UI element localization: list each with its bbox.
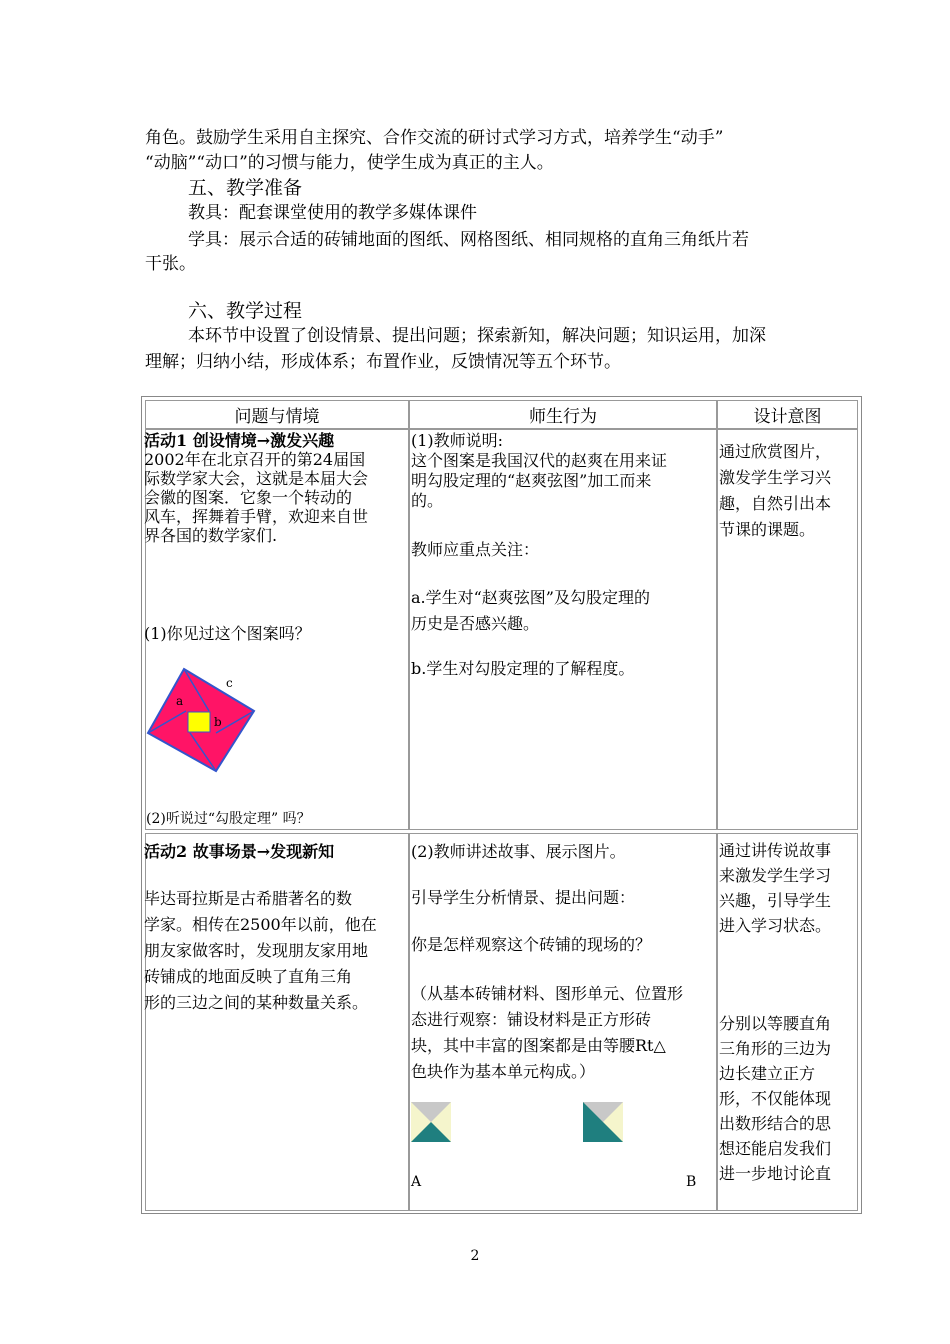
teacher-title: (1)教师说明: <box>411 431 504 450</box>
intent2a-line-2: 来激发学生学习 <box>719 866 832 885</box>
obs-line-1: （从基本砖铺材料、图形单元、位置形 <box>411 984 684 1003</box>
teacher2-obs <box>411 981 683 1085</box>
activity1-q2: (2)听说过“勾股定理” 吗？ <box>146 811 311 827</box>
activity1-q1: (1)你见过这个图案吗？ <box>144 624 311 643</box>
intent2b-line-2: 三角形的三边为 <box>719 1039 832 1058</box>
row2-intent-1 <box>719 838 831 938</box>
section6-heading: 六、教学过程 <box>188 300 303 322</box>
diagram-label-c: c <box>226 676 233 690</box>
intent2b-line-1: 分别以等腰直角 <box>719 1014 832 1033</box>
page-number: 2 <box>470 1248 480 1264</box>
header-behavior: 师生行为 <box>529 407 597 427</box>
row1-intent <box>719 439 831 543</box>
row1-problem <box>144 431 368 545</box>
obs-line-2: 态进行观察：铺设材料是正方形砖 <box>411 1010 652 1029</box>
intent2b-line-3: 边长建立正方 <box>719 1064 816 1083</box>
intent2b-line-7: 进一步地讨论直 <box>719 1164 832 1183</box>
teacher-focus-a <box>411 585 650 637</box>
story-line-5: 形的三边之间的某种数量关系。 <box>144 993 369 1012</box>
story-line-4: 砖铺成的地面反映了直角三角 <box>144 967 353 986</box>
zhao-shuang-diagram <box>146 665 258 777</box>
intent2b-line-5: 出数形结合的思 <box>719 1114 832 1133</box>
tile-a-icon <box>411 1102 451 1142</box>
tile-a-label: A <box>411 1174 422 1190</box>
section5-heading: 五、教学准备 <box>188 177 303 199</box>
teacher2-line-2: 引导学生分析情景、提出问题： <box>411 888 636 907</box>
row1-teacher <box>411 431 667 511</box>
activity1-desc-1: 2002年在北京召开的第24届国 <box>144 450 366 469</box>
teacher-focus: 教师应重点关注： <box>411 540 540 559</box>
intent2b-line-4: 形，不仅能体现 <box>719 1089 832 1108</box>
diagram-label-b: b <box>214 715 222 729</box>
obs-line-3: 块，其中丰富的图案都是由等腰Rt△ <box>411 1036 666 1055</box>
intent1-line-4: 节课的课题。 <box>719 520 816 539</box>
diagram-label-a: a <box>176 694 184 708</box>
teacher-focus-b: b.学生对勾股定理的了解程度。 <box>411 659 635 678</box>
intent1-line-3: 趣，自然引出本 <box>719 494 832 513</box>
focus-a-2: 历史是否感兴趣。 <box>411 614 540 633</box>
activity2-title: 活动2 故事场景→发现新知 <box>144 842 335 861</box>
teacher-tools: 教具：配套课堂使用的教学多媒体课件 <box>188 203 477 223</box>
teacher-desc-1: 这个图案是我国汉代的赵爽在用来证 <box>411 451 668 470</box>
teacher2-line-1: (2)教师讲述故事、展示图片。 <box>411 842 626 861</box>
intent1-line-1: 通过欣赏图片， <box>719 442 832 461</box>
teacher-desc-2: 明勾股定理的“赵爽弦图”加工而来 <box>411 471 652 490</box>
intent2a-line-4: 进入学习状态。 <box>719 916 832 935</box>
header-intent: 设计意图 <box>753 407 822 427</box>
story-line-2: 学家。相传在2500年以前，他在 <box>144 915 377 934</box>
teacher-desc-3: 的。 <box>411 491 444 510</box>
focus-a-1: a.学生对“赵爽弦图”及勾股定理的 <box>411 588 650 607</box>
tile-b-label: B <box>686 1174 697 1190</box>
story-line-3: 朋友家做客时，发现朋友家用地 <box>144 941 369 960</box>
activity1-desc-2: 际数学家大会，这就是本届大会 <box>144 469 369 488</box>
student-tools-line-1: 学具：展示合适的砖铺地面的图纸、网格图纸、相同规格的直角三角纸片若 <box>188 230 749 250</box>
student-tools-line-2: 干张。 <box>145 254 196 274</box>
intro-line-1: 角色。鼓励学生采用自主探究、合作交流的研讨式学习方式，培养学生“动手” <box>145 128 724 148</box>
story-line-1: 毕达哥拉斯是古希腊著名的数 <box>144 889 353 908</box>
intent2b-line-6: 想还能启发我们 <box>719 1139 832 1158</box>
diagram-inner-square <box>188 712 210 732</box>
intent2a-line-1: 通过讲传说故事 <box>719 841 832 860</box>
intro-line-2: “动脑”“动口”的习惯与能力，使学生成为真正的主人。 <box>145 153 554 173</box>
row2-intent-2 <box>719 1011 831 1186</box>
teacher2-line-3: 你是怎样观察这个砖铺的现场的？ <box>411 935 652 954</box>
intent2a-line-3: 兴趣，引导学生 <box>719 891 832 910</box>
section6-text-1: 本环节中设置了创设情景、提出问题；探索新知，解决问题；知识运用，加深 <box>188 326 766 346</box>
lesson-table <box>141 396 862 1214</box>
activity2-story <box>144 886 377 1016</box>
intent1-line-2: 激发学生学习兴 <box>719 468 832 487</box>
activity1-desc-3: 会徽的图案．它象一个转动的 <box>144 488 353 507</box>
activity1-desc-5: 界各国的数学家们. <box>144 526 278 545</box>
activity1-title: 活动1 创设情境→激发兴趣 <box>144 431 335 450</box>
activity1-desc-4: 风车，挥舞着手臂，欢迎来自世 <box>144 507 369 526</box>
tile-b-icon <box>583 1102 623 1142</box>
header-problem: 问题与情境 <box>234 407 320 427</box>
obs-line-4: 色块作为基本单元构成。） <box>411 1062 596 1081</box>
section6-text-2: 理解；归纳小结，形成体系；布置作业，反馈情况等五个环节。 <box>145 352 621 372</box>
